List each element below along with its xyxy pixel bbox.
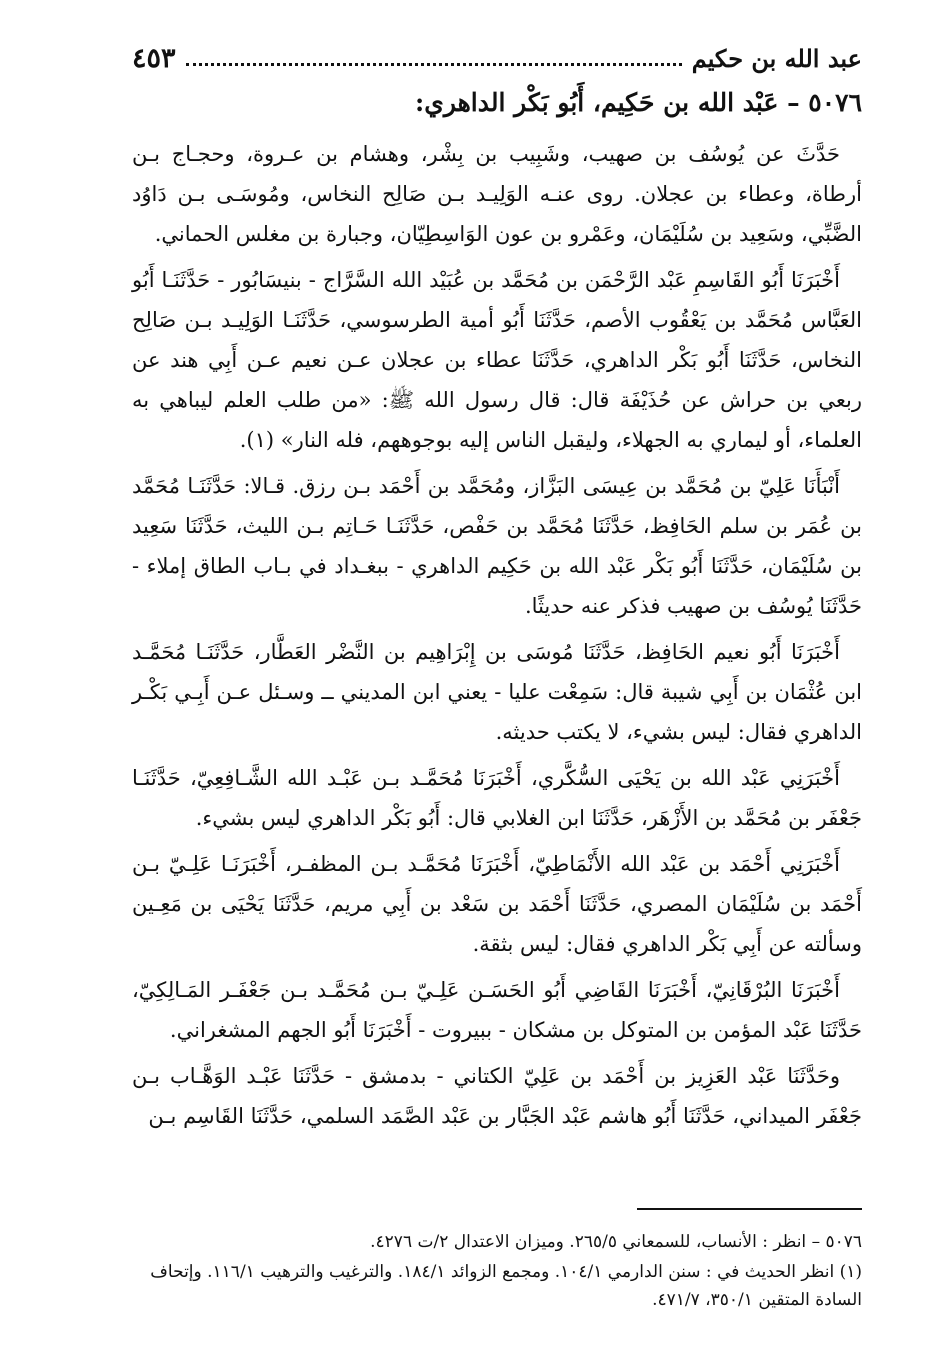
paragraph-ibn-al-madini-opinion: أَخْبَرَنَا أَبُو نعيم الحَافِظ، حَدَّثَنَا مُوسَى بن إِبْرَاهِيم بن النَّضْر العَطَّار، حَدَّثَنَـا مُحَمَّـد ابن عُثْمَان بن أَبِي شيبة قال: سَمِعْت عليا - يعني ابن المديني ــ وسـئل عـن أَبِـي بَكْـر الداهري فقال: ليس بشيء، لا يكتب حديثه. bbox=[132, 640, 862, 744]
paragraph-baghdad-narration: أَنْبَأَنَا عَلِيّ بن مُحَمَّد بن عِيسَى البَزَّاز، ومُحَمَّد بن أَحْمَد بـن رزق. قـالا: حَدَّثَنَـا مُحَمَّد بن عُمَر بن سلم الحَافِظ، حَدَّثَنَا مُحَمَّد بن حَفْص، حَدَّثَنَـا حَـاتِم بـن الليث، حَدَّثَنَا سَعِيد بن سُلَيْمَان، حَدَّثَنَا أَبُو بَكْر عَبْد الله بن حَكِيم الداهري - ببغـداد في بـاب الطاق إملاء - حَدَّثَنَا يُوسُف بن صهيب فذكر عنه حديثًا. bbox=[132, 474, 862, 618]
running-title: عبد الله بن حكيم bbox=[691, 43, 862, 73]
paragraph-barqani-chain: أَخْبَرَنَا البُرْقَانِيّ، أَخْبَرَنَا القَاضِي أَبُو الحَسَـن عَلِـيّ بـن مُحَمَّـد بـن جَعْفَـر المَـالِكِيّ، حَدَّثَنَا عَبْد المؤمن بن المتوكل بن مشكان - ببيروت - أَخْبَرَنَا أَبُو الجهم المشغراني. bbox=[132, 978, 862, 1042]
paragraph-ibn-al-ghalabi-opinion: أَخْبَرَنِي عَبْد الله بن يَحْيَى السُّكَّري، أَخْبَرَنَا مُحَمَّـد بـن عَبْـد الله الشَّـافِعِيّ، حَدَّثَنَـا جَعْفَر بن مُحَمَّد بن الأَزْهَر، حَدَّثَنَا ابن الغلابي قال: أَبُو بَكْر الداهري ليس بشيء. bbox=[132, 766, 862, 830]
paragraph-hadith-narration: أَخْبَرَنَا أَبُو القَاسِمِ عَبْد الرَّحْمَن بن مُحَمَّد بن عُبَيْد الله السَّرَّاج - بنيسَابُور - حَدَّثَنَـا أَبُو العَبَّاس مُحَمَّد بن يَعْقُوب الأصم، حَدَّثَنَا أَبُو أمية الطرسوسي، حَدَّثَنَـا الوَلِيـد بـن صَالِح النخاس، حَدَّثَنَا أَبُو بَكْر الداهري، حَدَّثَنَا عطاء بن عجلان عـن نعيم عـن أَبِي هند عن ربعي بن حراش عن حُذَيْفَة قال: قال رسول الله ﷺ: «من طلب العلم ليباهي به العلماء، أو ليماري به الجهلاء، وليقبل الناس إليه بوجوههم، فله النار» (١). bbox=[132, 268, 862, 452]
entry-heading: ٥٠٧٦ – عَبْد الله بن حَكِيم، أَبُو بَكْر الداهري: bbox=[415, 88, 862, 117]
footnote-separator bbox=[637, 1208, 862, 1210]
paragraph-damascus-chain: وحَدَّثَنَا عَبْد العَزِيز بن أَحْمَد بن عَلِيّ الكتاني - بدمشق - حَدَّثَنَا عَبْـد الوَهَّـاب بـن جَعْفَر الميداني، حَدَّثَنَا أَبُو هاشم عَبْد الجَبَّار بن عَبْد الصَّمَد السلمي، حَدَّثَنَا القَاسِم بـن bbox=[132, 1064, 862, 1128]
footnote-hadith-source: (١) انظر الحديث في : سنن الدارمي ١٠٤/١. ومجمع الزوائد ١٨٤/١. والترغيب والترهيب ١١٦/١. وإتحاف السادة المتقين ٣٥٠/١، ٤٧١/٧. bbox=[150, 1262, 862, 1310]
paragraph-ibn-maeen-opinion: أَخْبَرَنِي أَحْمَد بن عَبْد الله الأَنْمَاطِيّ، أَخْبَرَنَا مُحَمَّـد بـن المظفـر، أَخْبَرَنَـا عَلِـيّ بـن أَحْمَد بن سُلَيْمَان المصري، حَدَّثَنَا أَحْمَد بن سَعْد بن أَبِي مريم، حَدَّثَنَا يَحْيَى بن مَعِـين وسألته عن أَبِي بَكْر الداهري فقال: ليس بثقة. bbox=[132, 852, 862, 956]
footnote-entry-source: ٥٠٧٦ – انظر : الأنساب، للسمعاني ٢٦٥/٥. وميزان الاعتدال ٢/ت ٤٢٧٦. bbox=[370, 1232, 862, 1252]
page-header bbox=[132, 38, 862, 78]
footnotes bbox=[132, 1228, 862, 1316]
body-text bbox=[132, 134, 862, 1142]
header-dot-leader bbox=[186, 51, 682, 66]
paragraph-biography: حَدَّثَ عن يُوسُف بن صهيب، وشَبِيب بن بِشْر، وهشام بن عـروة، وحجـاج بـن أرطاة، وعطاء بن عجلان. روى عنـه الوَلِيـد بـن صَالِح النخاس، ومُوسَـى بـن دَاوُد الضَّبِّي، وسَعِيد بن سُلَيْمَان، وعَمْرو بن عون الوَاسِطِيّان، وجبارة بن مغلس الحماني. bbox=[132, 142, 862, 246]
page-number: ٤٥٣ bbox=[132, 42, 176, 74]
